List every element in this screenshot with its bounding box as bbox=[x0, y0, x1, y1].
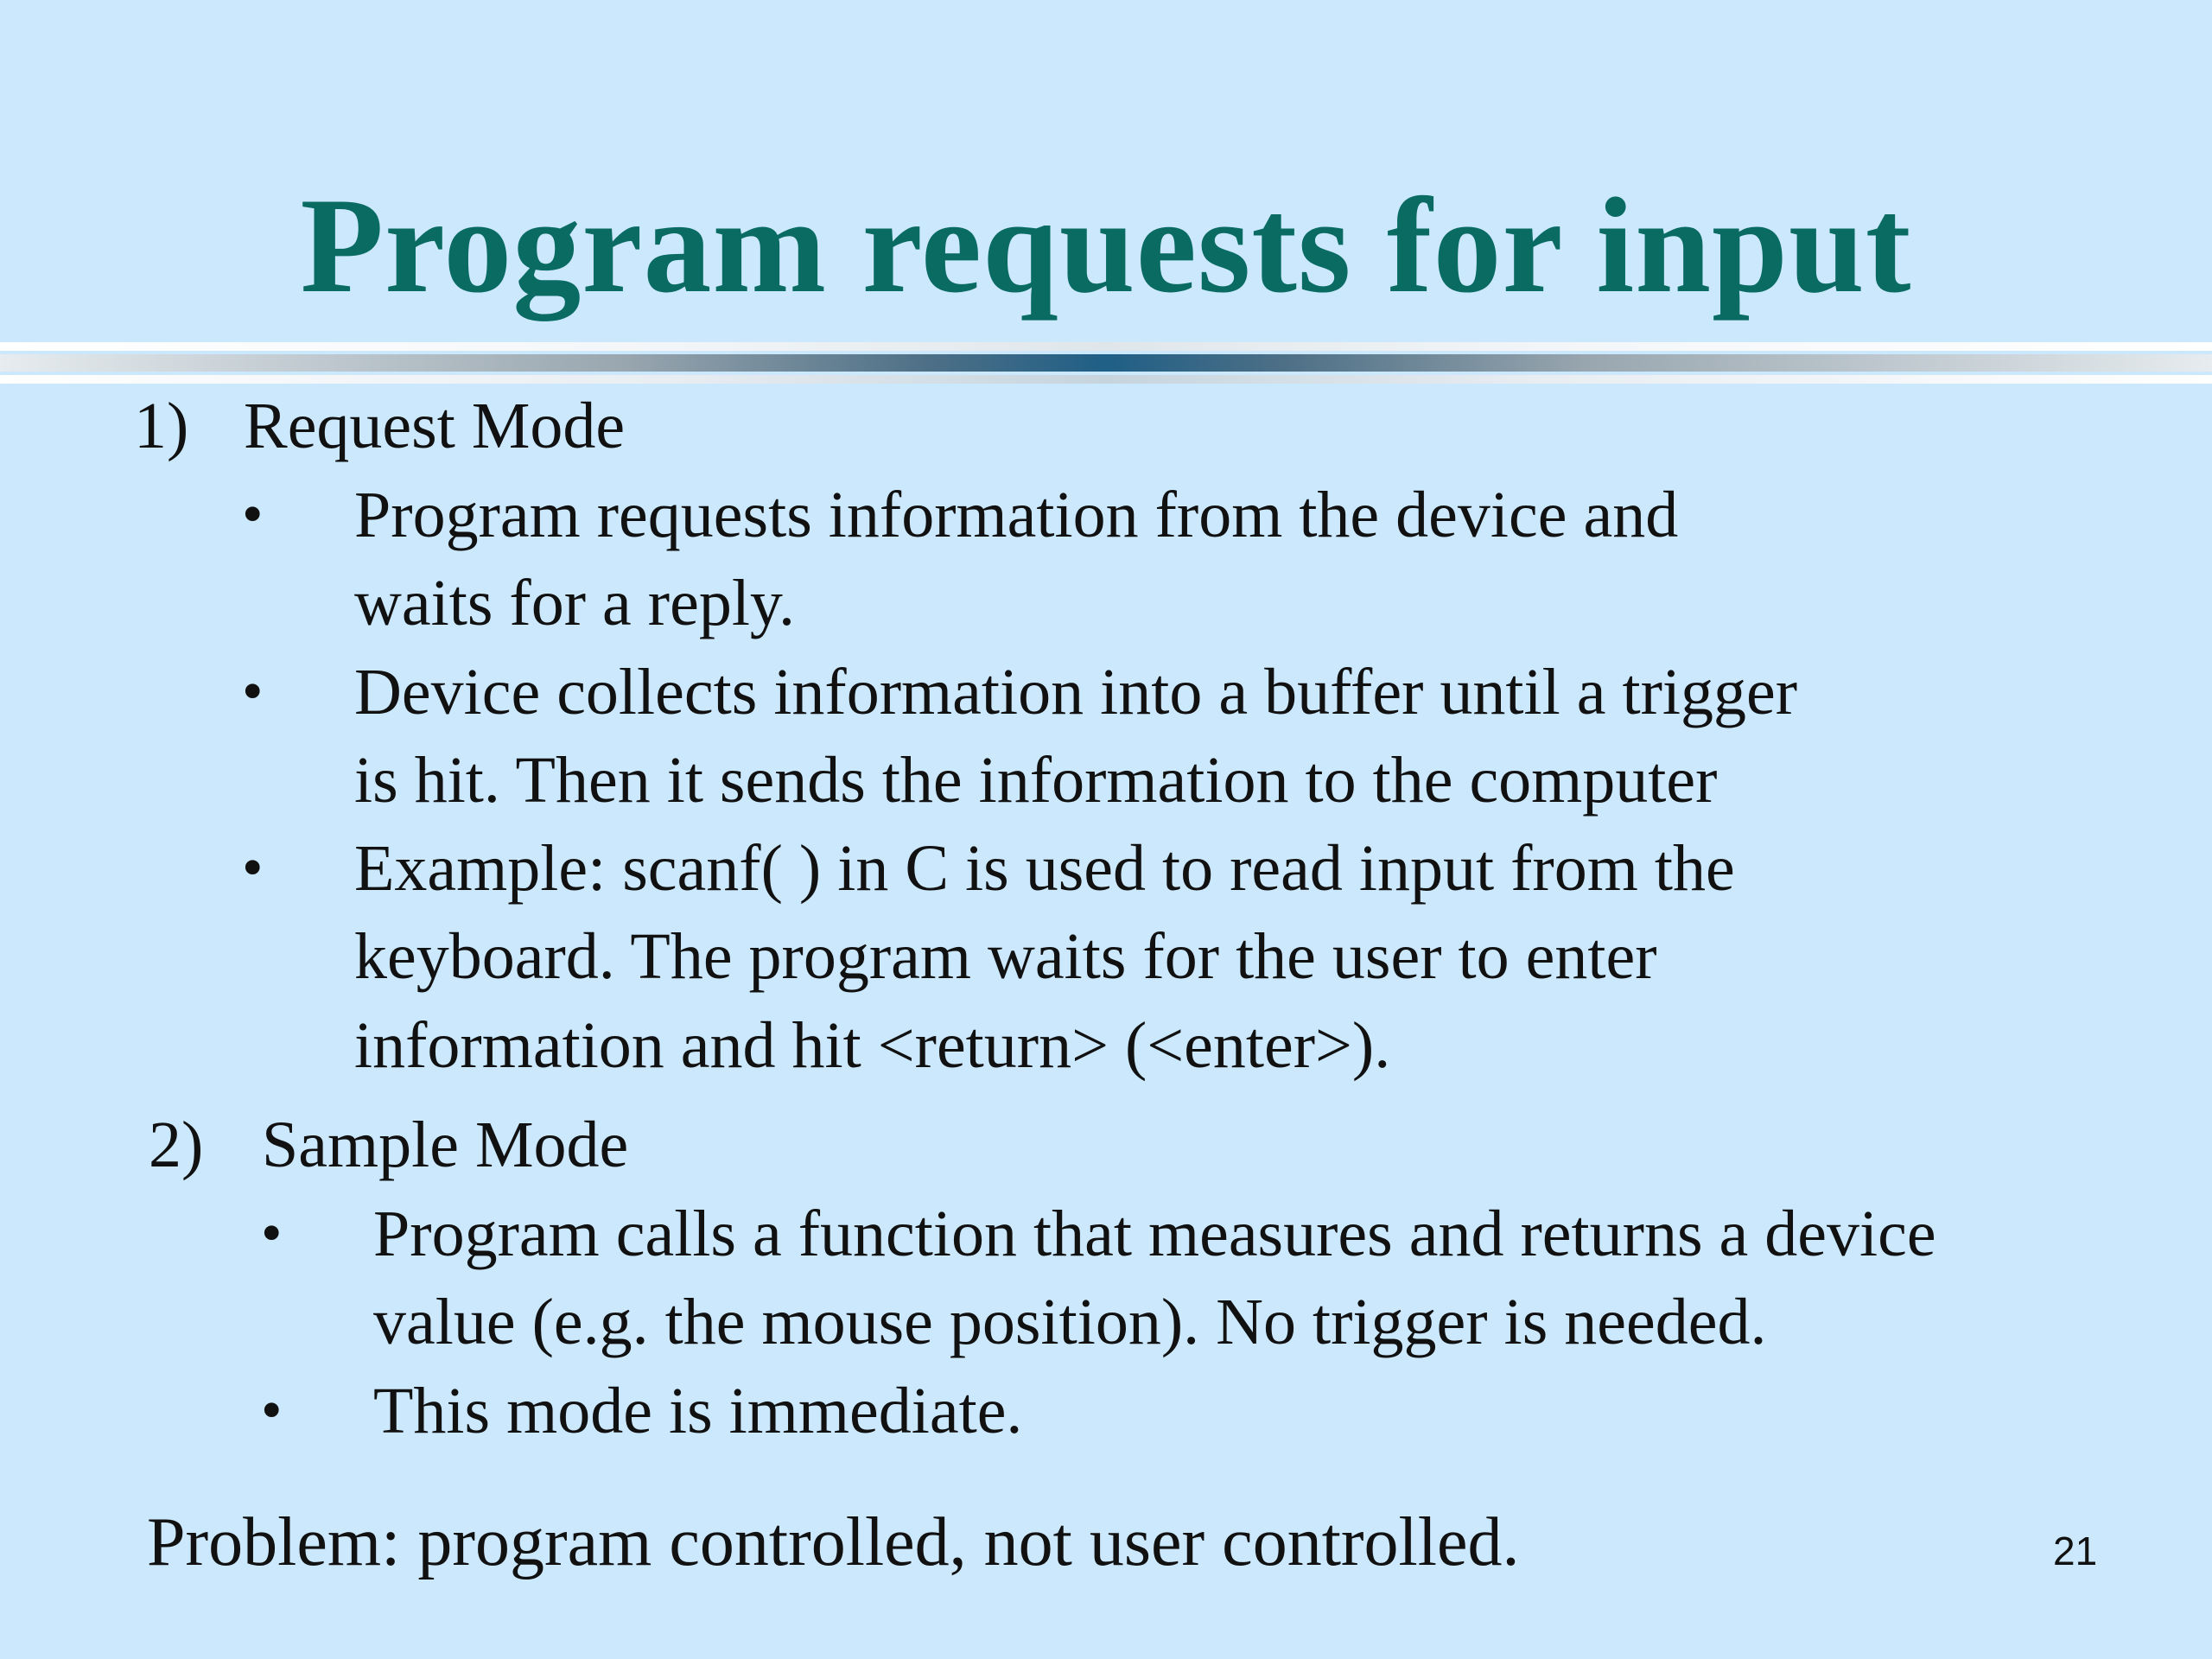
bullet-symbol: • bbox=[242, 658, 264, 725]
bullet-symbol: • bbox=[261, 1377, 283, 1444]
section-2-number: 2) bbox=[149, 1109, 204, 1181]
bullet-symbol: • bbox=[242, 835, 264, 901]
bullet-line: keyboard. The program waits for the user to enter bbox=[354, 920, 1657, 993]
page-number: 21 bbox=[2053, 1529, 2098, 1573]
section-1-heading: Request Mode bbox=[244, 390, 626, 462]
divider-band-top bbox=[0, 342, 2212, 351]
bullet-line: waits for a reply. bbox=[354, 567, 795, 639]
bullet-line: Device collects information into a buffer until a trigger bbox=[354, 656, 1798, 728]
section-1-number: 1) bbox=[134, 390, 189, 462]
divider-band-middle bbox=[0, 354, 2212, 372]
bullet-symbol: • bbox=[261, 1200, 283, 1267]
slide-title: Program requests for input bbox=[300, 170, 1912, 321]
bullet-line: Example: scanf( ) in C is used to read input from the bbox=[354, 832, 1735, 905]
bullet-line: information and hit <return> (<enter>). bbox=[354, 1009, 1391, 1082]
title-divider bbox=[0, 342, 2212, 385]
bullet-line: Program requests information from the device and bbox=[354, 479, 1679, 551]
bullet-line: This mode is immediate. bbox=[373, 1375, 1023, 1447]
bullet-symbol: • bbox=[242, 481, 264, 548]
bullet-line: value (e.g. the mouse position). No trigger is needed. bbox=[373, 1286, 1767, 1358]
section-2-heading: Sample Mode bbox=[262, 1109, 629, 1181]
bullet-line: is hit. Then it sends the information to the computer bbox=[354, 744, 1718, 817]
problem-note: Problem: program controlled, not user controlled. bbox=[147, 1504, 1520, 1580]
bullet-line: Program calls a function that measures and returns a device bbox=[373, 1198, 1936, 1270]
